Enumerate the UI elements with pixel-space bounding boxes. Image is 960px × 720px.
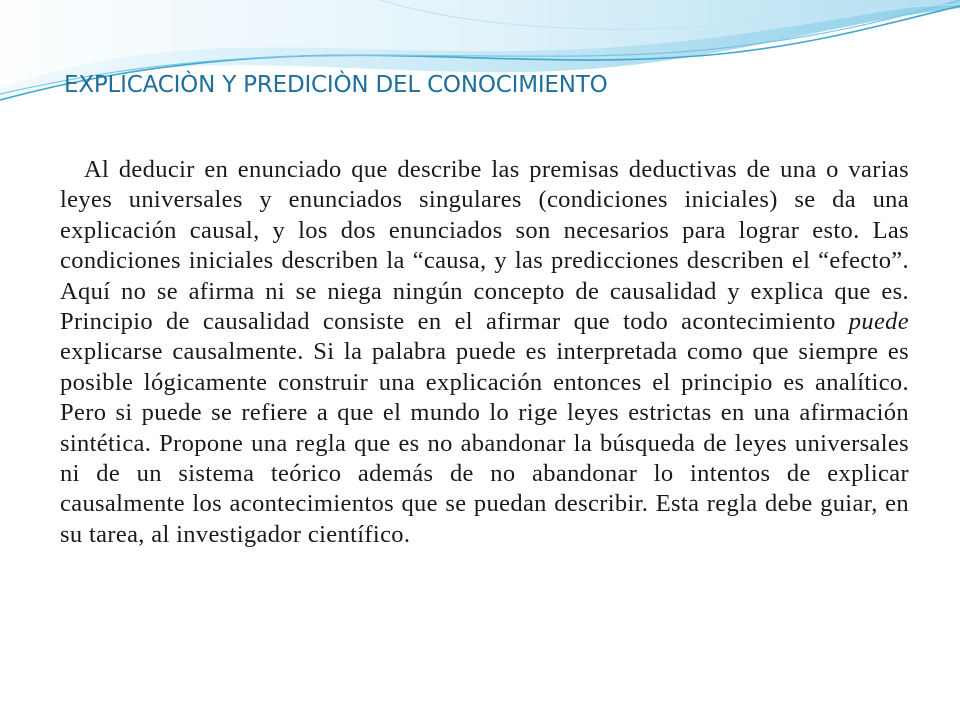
body-text-part-2: explicarse causalmente. Si la palabra puede es interpretada como que siempre es posible lógicamente construir una explicación entonces el principio es analítico. Pero si puede se refiere a que el mundo lo rige leyes estrictas en una afirmación sintética. Propone una regla que es no abandonar la búsqueda de leyes universales ni de un sistema teórico además de no abandonar lo intentos de explicar causalmente los acontecimientos que se puedan describir. Esta regla debe guiar, en su tarea, al investigador científico. [60, 338, 909, 548]
body-paragraph-text [60, 155, 909, 550]
body-text-italic-word: puede [848, 308, 909, 336]
body-text-part-1: Al deducir en enunciado que describe las premisas deductivas de una o varias leyes universales y enunciados singulares (condiciones iniciales) se da una explicación causal, y los dos enunciados son necesarios para lograr esto. Las condiciones iniciales describen la “causa, y las predicciones describen el “efecto”. Aquí no se afirma ni se niega ningún concepto de causalidad y explica que es. Principio de causalidad consiste en el afirmar que todo acontecimiento [60, 156, 909, 336]
slide-title: EXPLICACIÒN Y PREDICIÒN DEL CONOCIMIENTO [64, 72, 608, 98]
body-paragraph [60, 155, 909, 550]
